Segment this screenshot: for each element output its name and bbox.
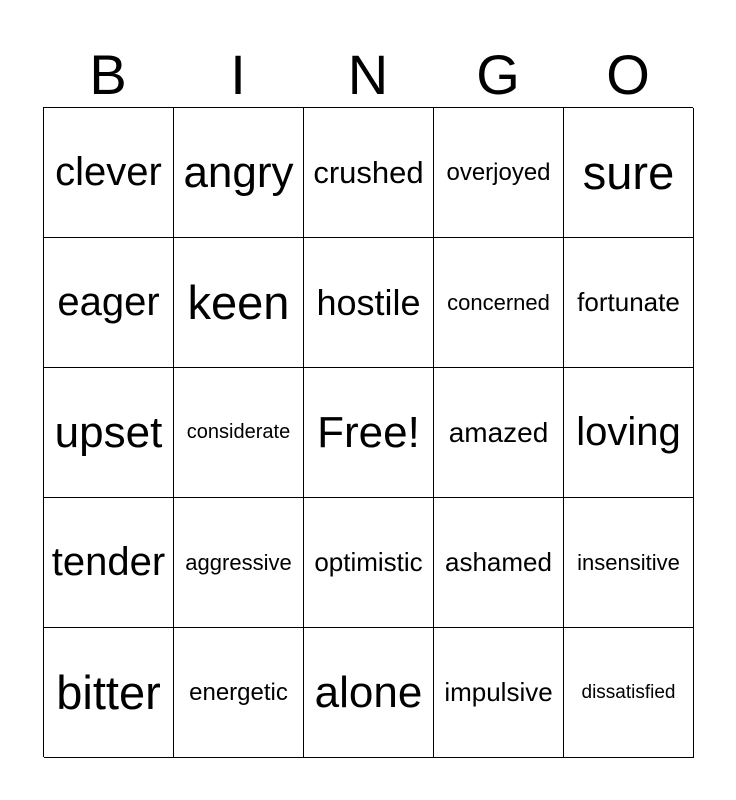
bingo-cell-1-0[interactable]: eager <box>44 238 174 368</box>
bingo-cell-4-2[interactable]: alone <box>304 628 434 758</box>
bingo-cell-0-2[interactable]: crushed <box>304 108 434 238</box>
bingo-cell-3-0[interactable]: tender <box>44 498 174 628</box>
bingo-header <box>43 44 693 106</box>
bingo-cell-4-1[interactable]: energetic <box>174 628 304 758</box>
bingo-cell-2-0[interactable]: upset <box>44 368 174 498</box>
bingo-cell-3-3[interactable]: ashamed <box>434 498 564 628</box>
bingo-cell-0-0[interactable]: clever <box>44 108 174 238</box>
bingo-cell-4-0[interactable]: bitter <box>44 628 174 758</box>
bingo-board <box>43 107 693 757</box>
bingo-cell-0-3[interactable]: overjoyed <box>434 108 564 238</box>
bingo-cell-2-4[interactable]: loving <box>564 368 694 498</box>
bingo-cell-2-3[interactable]: amazed <box>434 368 564 498</box>
header-letter-g: G <box>476 43 520 106</box>
bingo-cell-0-4[interactable]: sure <box>564 108 694 238</box>
bingo-cell-1-1[interactable]: keen <box>174 238 304 368</box>
bingo-cell-1-3[interactable]: concerned <box>434 238 564 368</box>
bingo-cell-0-1[interactable]: angry <box>174 108 304 238</box>
bingo-cell-3-1[interactable]: aggressive <box>174 498 304 628</box>
header-letter-o: O <box>606 43 650 106</box>
bingo-cell-3-4[interactable]: insensitive <box>564 498 694 628</box>
bingo-cell-2-2-free[interactable]: Free! <box>304 368 434 498</box>
bingo-cell-3-2[interactable]: optimistic <box>304 498 434 628</box>
bingo-cell-2-1[interactable]: considerate <box>174 368 304 498</box>
bingo-cell-4-4[interactable]: dissatisfied <box>564 628 694 758</box>
header-letter-n: N <box>347 43 389 106</box>
bingo-cell-1-2[interactable]: hostile <box>304 238 434 368</box>
header-letter-b: B <box>89 43 127 106</box>
header-letter-i: I <box>230 43 246 106</box>
bingo-cell-4-3[interactable]: impulsive <box>434 628 564 758</box>
bingo-cell-1-4[interactable]: fortunate <box>564 238 694 368</box>
